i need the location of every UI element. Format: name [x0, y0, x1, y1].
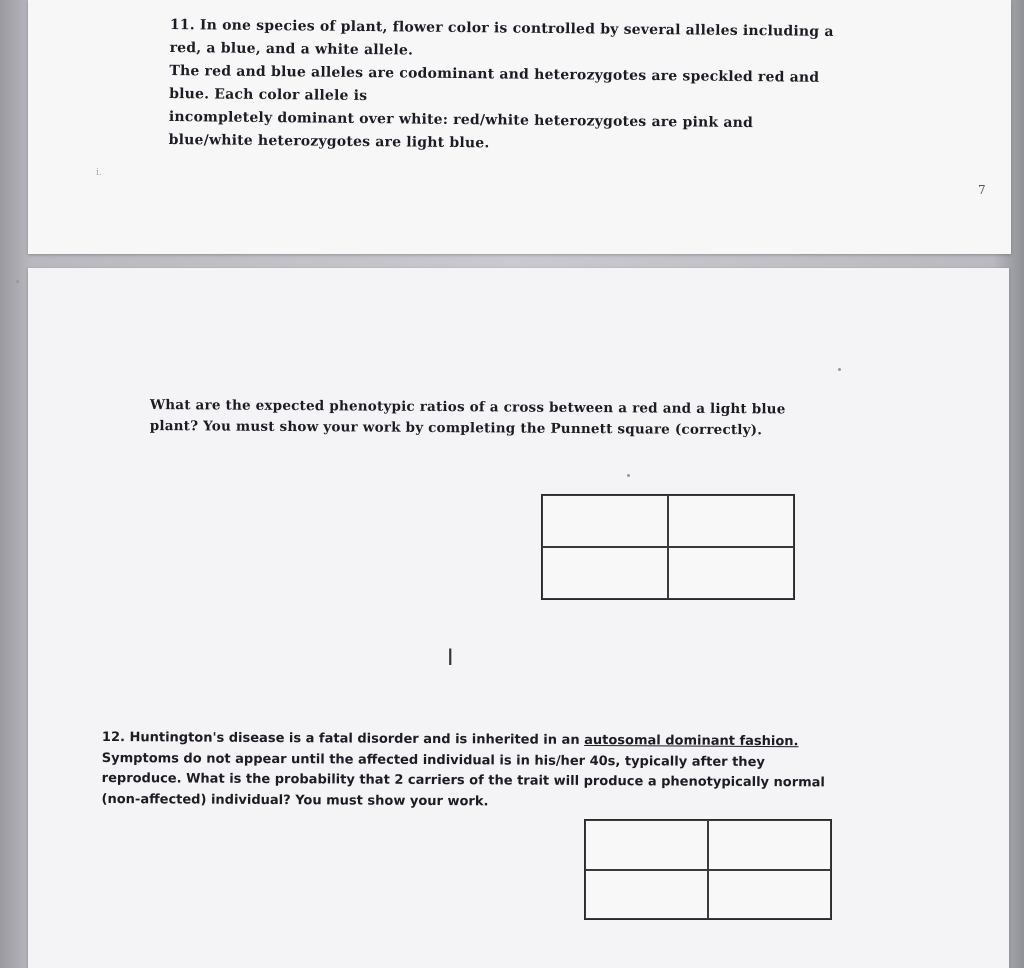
- question-11-line: The red and blue alleles are codominant and heterozygotes are speckled red and: [169, 62, 820, 86]
- cross-question-line: What are the expected phenotypic ratios of a cross between a red and a light blue: [149, 396, 786, 418]
- question-12-line: Symptoms do not appear until the affected individual is in his/her 40s, typically after they: [101, 750, 765, 770]
- cross-question-line: plant? You must show your work by completing the Punnett square (correctly).: [149, 417, 763, 439]
- question-12: [101, 728, 921, 815]
- stray-mark: i.: [96, 168, 102, 178]
- punnett-cell[interactable]: [542, 547, 668, 599]
- question-12-text: 12. Huntington's disease is a fatal disorder and is inherited in an: [101, 729, 585, 748]
- question-11-line: blue. Each color allele is: [169, 85, 368, 105]
- page-dot: [627, 474, 630, 477]
- page-number: 7: [978, 183, 986, 197]
- margin-dot: [16, 280, 19, 283]
- punnett-cell[interactable]: [668, 547, 794, 599]
- question-11: [169, 14, 910, 160]
- question-12-line: reproduce. What is the probability that 2 carriers of the trait will produce a phenotypically normal: [101, 770, 825, 791]
- punnett-cell[interactable]: [708, 870, 831, 920]
- worksheet-page-bottom: [28, 268, 1009, 968]
- punnett-cell[interactable]: [585, 870, 708, 920]
- worksheet-page-top: [28, 0, 1011, 254]
- question-12-underlined-phrase: autosomal dominant fashion.: [584, 732, 799, 750]
- page-dot: [838, 368, 841, 371]
- cross-question: [150, 395, 850, 442]
- punnett-cell[interactable]: [668, 495, 794, 547]
- punnett-cell[interactable]: [585, 820, 708, 870]
- punnett-cell[interactable]: [708, 820, 831, 870]
- punnett-square-cross: [541, 494, 795, 600]
- question-12-line: (non-affected) individual? You must show your work.: [101, 791, 489, 809]
- question-11-line: 11. In one species of plant, flower color is controlled by several alleles including a: [169, 16, 834, 40]
- question-11-line: blue/white heterozygotes are light blue.: [168, 131, 490, 152]
- text-cursor-icon: I: [447, 646, 454, 671]
- question-11-line: incompletely dominant over white: red/white heterozygotes are pink and: [168, 108, 754, 132]
- question-11-line: red, a blue, and a white allele.: [169, 39, 414, 59]
- punnett-square-huntington: [584, 819, 832, 920]
- punnett-cell[interactable]: [542, 495, 668, 547]
